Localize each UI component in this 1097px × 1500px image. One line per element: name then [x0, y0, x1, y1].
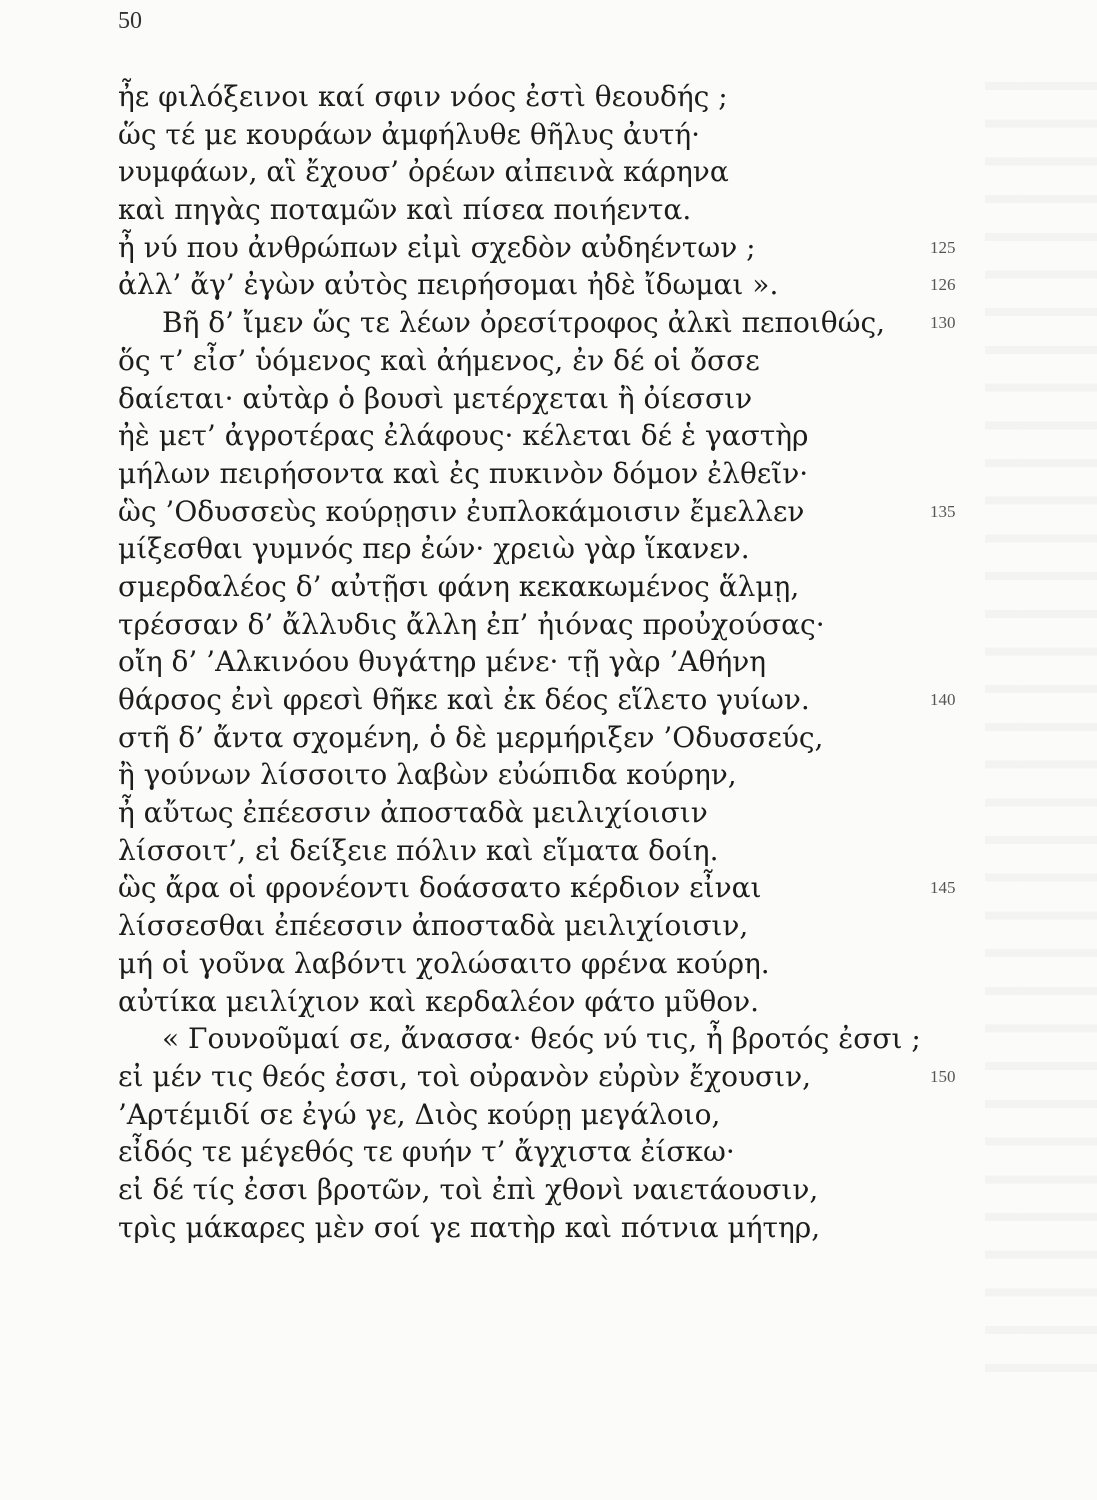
verse-text: ὅς τ’ εἶσ’ ὑόμενος καὶ ἀήμενος, ἐν δέ οἱ ὄσσε	[118, 343, 760, 377]
verse-text: λίσσεσθαι ἐπέεσσιν ἀποσταδὰ μειλιχίοισιν,	[118, 909, 749, 943]
verse-text: σμερδαλέος δ’ αὐτῇσι φάνη κεκακωμένος ἅλμῃ,	[118, 569, 800, 603]
bleed-through-shadow	[985, 60, 1097, 1380]
verse-line	[118, 380, 978, 418]
verse-text: αὐτίκα μειλίχιον καὶ κερδαλέον φάτο μῦθον.	[118, 984, 760, 1018]
verse-line	[118, 417, 978, 455]
verse-line	[118, 455, 978, 493]
verse-line	[118, 1058, 978, 1096]
verse-text: μίξεσθαι γυμνός περ ἐών· χρειὼ γὰρ ἵκανεν.	[118, 532, 750, 566]
verse-line	[118, 116, 978, 154]
verse-text: νυμφάων, αἳ ἔχουσ’ ὀρέων αἰπεινὰ κάρηνα	[118, 155, 729, 189]
verse-line	[118, 153, 978, 191]
verse-line	[118, 945, 978, 983]
verse-line	[118, 342, 978, 380]
verse-text: ἦ αὔτως ἐπέεσσιν ἀποσταδὰ μειλιχίοισιν	[118, 796, 708, 830]
verse-text: οἴη δ’ ’Αλκινόου θυγάτηρ μένε· τῇ γὰρ ’Αθήνη	[118, 645, 767, 679]
verse-line	[118, 983, 978, 1021]
verse-text: « Γουνοῦμαί σε, ἄνασσα· θεός νύ τις, ἦ βροτός ἐσσι ;	[162, 1022, 921, 1056]
verse-text: τρέσσαν δ’ ἄλλυδις ἄλλη ἐπ’ ἠιόνας προὐχούσας·	[118, 607, 825, 641]
verse-text: ὥς τέ με κουράων ἀμφήλυθε θῆλυς ἀυτή·	[118, 117, 701, 151]
line-number: 140	[930, 690, 956, 709]
verse-text: ’Αρτέμιδί σε ἐγώ γε, Διὸς κούρῃ μεγάλοιο,	[118, 1097, 721, 1131]
verse-text: τρὶς μάκαρες μὲν σοί γε πατὴρ καὶ πότνια μήτηρ,	[118, 1210, 821, 1244]
verse-line	[118, 191, 978, 229]
verse-line	[118, 794, 978, 832]
verse-line	[118, 229, 978, 267]
verse-line	[118, 719, 978, 757]
verse-line	[118, 78, 978, 116]
line-number: 135	[930, 501, 956, 521]
verse-text: λίσσοιτ’, εἰ δείξειε πόλιν καὶ εἵματα δοίη.	[118, 833, 719, 867]
verse-line	[118, 643, 978, 681]
verse-line	[118, 493, 978, 531]
verse-text: ἦε φιλόξεινοι καί σφιν νόος ἐστὶ θεουδής ;	[118, 80, 728, 113]
page-number: 50	[118, 8, 142, 34]
verse-line	[118, 1171, 978, 1209]
verse-text: εἰ μέν τις θεός ἐσσι, τοὶ οὐρανὸν εὐρὺν ἔχουσιν,	[118, 1059, 811, 1093]
verse-line	[118, 1020, 978, 1058]
verse-text: στῆ δ’ ἄντα σχομένη, ὁ δὲ μερμήριξεν ’Οδυσσεύς,	[118, 720, 824, 754]
verse-text: Βῆ δ’ ἴμεν ὥς τε λέων ὀρεσίτροφος ἀλκὶ πεποιθώς,	[162, 306, 886, 340]
verse-block	[118, 78, 978, 1246]
verse-text: ὣς ἄρα οἱ φρονέοντι δοάσσατο κέρδιον εἶναι	[118, 871, 762, 905]
line-number: 125	[930, 237, 956, 257]
verse-text: μήλων πειρήσοντα καὶ ἐς πυκινὸν δόμον ἐλθεῖν·	[118, 456, 809, 490]
verse-text: μή οἱ γοῦνα λαβόντι χολώσαιτο φρένα κούρη.	[118, 946, 770, 980]
verse-line	[118, 907, 978, 945]
verse-line	[118, 756, 978, 794]
verse-line	[118, 1209, 978, 1247]
verse-line	[118, 304, 978, 342]
verse-line	[118, 1133, 978, 1171]
verse-text: θάρσος ἐνὶ φρεσὶ θῆκε καὶ ἐκ δέος εἵλετο γυίων.	[118, 683, 810, 716]
verse-text: εἶδός τε μέγεθός τε φυήν τ’ ἄγχιστα ἐίσκω·	[118, 1135, 735, 1169]
verse-text: ὣς ’Οδυσσεὺς κούρῃσιν ἐυπλοκάμοισιν ἔμελλεν	[118, 494, 805, 528]
line-number: 150	[930, 1066, 956, 1086]
verse-line	[118, 568, 978, 606]
verse-text: καὶ πηγὰς ποταμῶν καὶ πίσεα ποιήεντα.	[118, 193, 692, 227]
verse-line	[118, 266, 978, 304]
verse-text: εἰ δέ τίς ἐσσι βροτῶν, τοὶ ἐπὶ χθονὶ ναιετάουσιν,	[118, 1172, 819, 1206]
verse-line	[118, 606, 978, 644]
verse-line	[118, 832, 978, 870]
line-number: 126	[930, 275, 956, 295]
verse-text: δαίεται· αὐτὰρ ὁ βουσὶ μετέρχεται ἢ ὀίεσσιν	[118, 381, 753, 415]
verse-line	[118, 869, 978, 907]
verse-text: ἀλλ’ ἄγ’ ἐγὼν αὐτὸς πειρήσομαι ἠδὲ ἴδωμαι ».	[118, 268, 779, 302]
verse-line	[118, 530, 978, 568]
line-number: 130	[930, 313, 956, 333]
verse-text: ἢ γούνων λίσσοιτο λαβὼν εὐώπιδα κούρην,	[118, 758, 737, 792]
line-number: 145	[930, 878, 956, 898]
verse-line	[118, 681, 978, 719]
verse-text: ἦ νύ που ἀνθρώπων εἰμὶ σχεδὸν αὐδηέντων ;	[118, 230, 756, 264]
verse-text: ἠὲ μετ’ ἀγροτέρας ἐλάφους· κέλεται δέ ἑ γαστὴρ	[118, 419, 809, 453]
verse-line	[118, 1096, 978, 1134]
